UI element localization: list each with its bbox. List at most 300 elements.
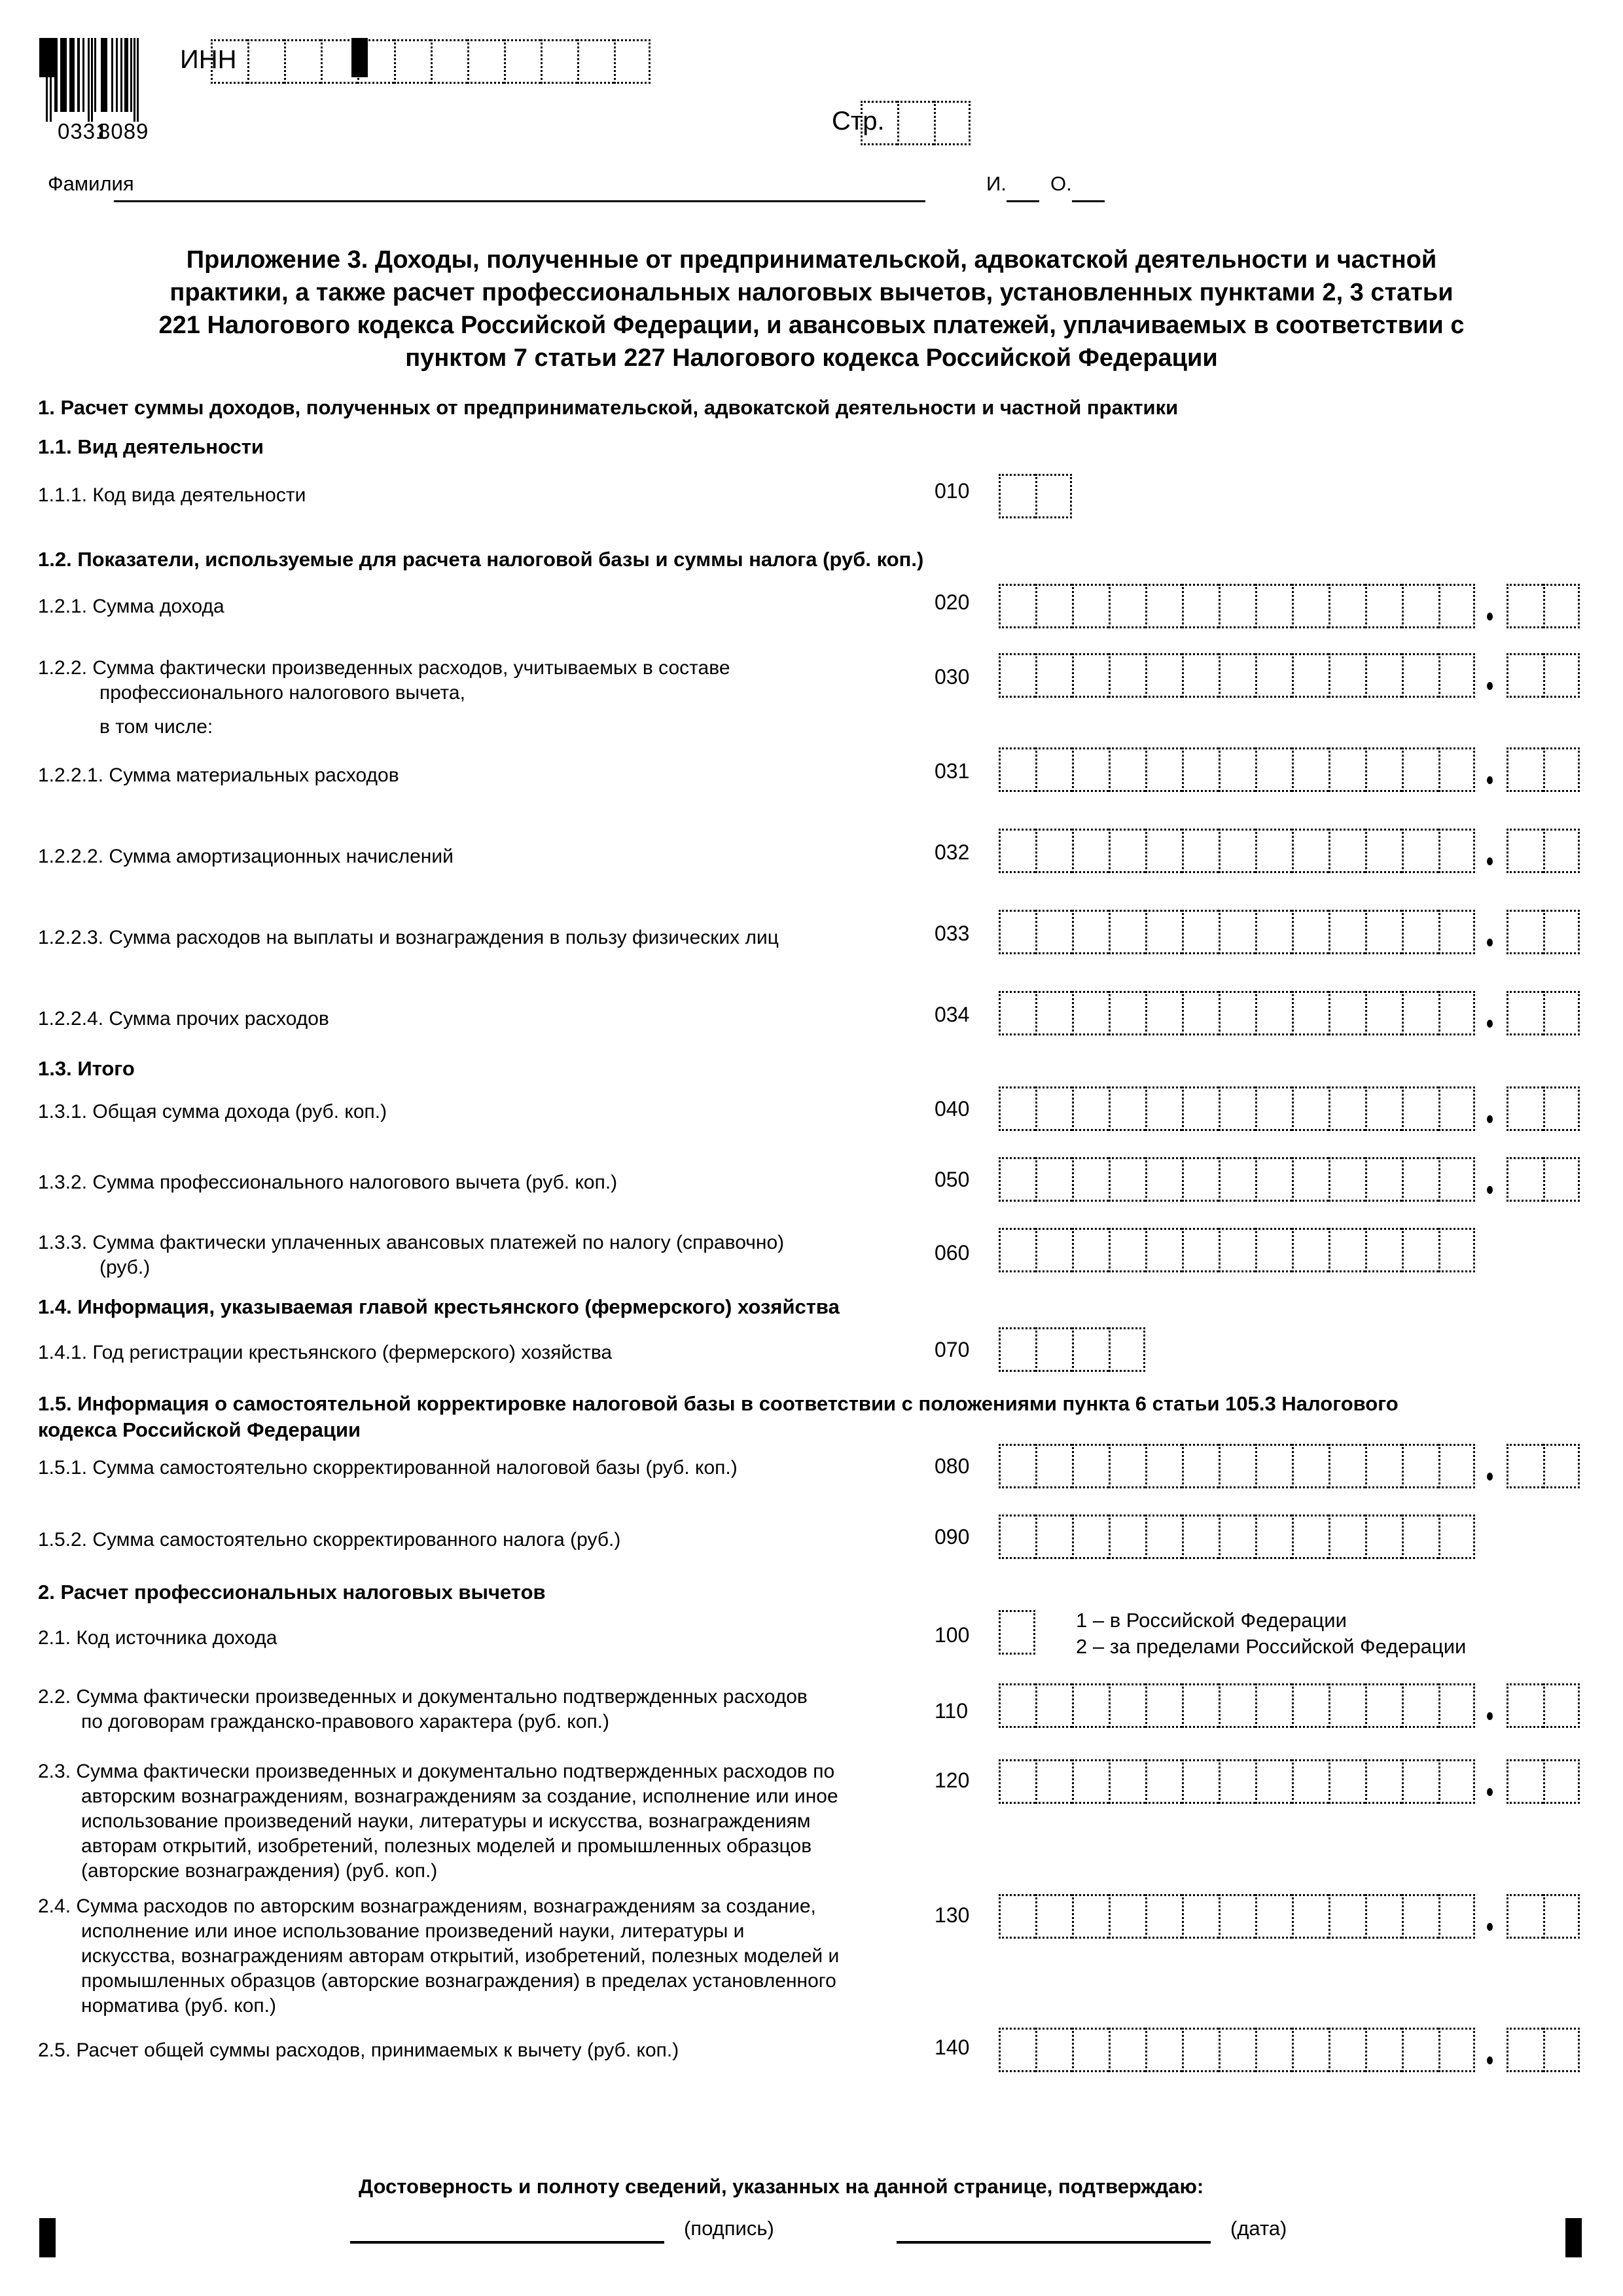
input-cell[interactable] [1329,584,1365,628]
input-cell[interactable] [1255,1759,1292,1804]
input-cell[interactable] [1292,1086,1329,1131]
input-cell[interactable] [1402,991,1438,1035]
input-cell[interactable] [1072,747,1109,792]
input-cell[interactable] [1543,584,1580,628]
input-cell[interactable] [1507,1683,1543,1728]
input-cell[interactable] [1543,1086,1580,1131]
input-cell[interactable] [1145,1759,1182,1804]
input-cell[interactable] [1402,747,1438,792]
line-code-040: 040 [935,1097,970,1121]
input-cell[interactable] [1402,1157,1438,1202]
field-060-rubles[interactable] [999,1228,1475,1272]
input-cell[interactable] [1255,1515,1292,1559]
field-110-rubles[interactable] [999,1683,1475,1728]
input-cell[interactable] [1507,829,1543,873]
source-option-1: 1 – в Российской Федерации [1076,1609,1347,1632]
input-cell[interactable] [1182,1086,1219,1131]
input-cell[interactable] [1109,991,1145,1035]
input-cell[interactable] [1438,1444,1475,1488]
field-120-kopecks[interactable] [1507,1759,1580,1804]
input-cell[interactable] [1072,829,1109,873]
field-140-rubles[interactable] [999,2028,1475,2072]
input-cell[interactable] [1543,1444,1580,1488]
input-cell[interactable] [1507,1157,1543,1202]
input-cell[interactable] [1035,747,1072,792]
input-cell[interactable] [1255,747,1292,792]
field-040-kopecks[interactable] [1507,1086,1580,1131]
input-cell[interactable] [1109,1759,1145,1804]
input-cell[interactable] [504,39,541,84]
input-cell[interactable] [999,1759,1035,1804]
input-cell[interactable] [1438,584,1475,628]
input-cell[interactable] [897,101,934,145]
input-cell[interactable] [1329,1228,1365,1272]
input-cell[interactable] [1292,910,1329,954]
input-cell[interactable] [1365,1157,1402,1202]
input-cell[interactable] [1329,747,1365,792]
field-130-kopecks[interactable] [1507,1894,1580,1939]
input-cell[interactable] [1035,1086,1072,1131]
decimal-point-icon [1487,857,1493,865]
field-034-kopecks[interactable] [1507,991,1580,1035]
input-cell[interactable] [1543,2028,1580,2072]
input-cell[interactable] [1507,584,1543,628]
input-cell[interactable] [1292,584,1329,628]
item-2-1-label: 2.1. Код источника дохода [38,1627,277,1649]
field-034-rubles[interactable] [999,991,1475,1035]
input-cell[interactable] [1402,1228,1438,1272]
input-cell[interactable] [999,1610,1035,1655]
input-cell[interactable] [1072,1515,1109,1559]
input-cell[interactable] [1255,1444,1292,1488]
input-cell[interactable] [999,474,1035,518]
input-cell[interactable] [247,39,284,84]
input-cell[interactable] [1035,1327,1072,1372]
input-cell[interactable] [1072,1327,1109,1372]
input-cell[interactable] [1543,747,1580,792]
input-cell[interactable] [1365,584,1402,628]
field-033-rubles[interactable] [999,910,1475,954]
input-cell[interactable] [1182,1894,1219,1939]
input-cell[interactable] [1035,910,1072,954]
input-cell[interactable] [1145,829,1182,873]
field-031-rubles[interactable] [999,747,1475,792]
input-cell[interactable] [1145,1086,1182,1131]
input-cell[interactable] [1182,584,1219,628]
field-090-rubles[interactable] [999,1515,1475,1559]
input-cell[interactable] [1543,1683,1580,1728]
input-cell[interactable] [1255,1086,1292,1131]
item-1-3-1-label: 1.3.1. Общая сумма дохода (руб. коп.) [38,1101,387,1122]
input-cell[interactable] [1219,1444,1255,1488]
input-cell[interactable] [1402,1444,1438,1488]
input-cell[interactable] [999,1683,1035,1728]
input-cell[interactable] [1329,1086,1365,1131]
input-cell[interactable] [1145,910,1182,954]
field-010[interactable] [999,474,1072,518]
field-080-kopecks[interactable] [1507,1444,1580,1488]
input-cell[interactable] [1329,1759,1365,1804]
input-cell[interactable] [1182,1683,1219,1728]
input-cell[interactable] [1182,910,1219,954]
input-cell[interactable] [1292,829,1329,873]
input-cell[interactable] [1329,910,1365,954]
input-cell[interactable] [1072,584,1109,628]
field-140-kopecks[interactable] [1507,2028,1580,2072]
input-cell[interactable] [999,1327,1035,1372]
input-cell[interactable] [211,39,247,84]
field-032-kopecks[interactable] [1507,829,1580,873]
input-cell[interactable] [1292,747,1329,792]
input-cell[interactable] [1219,1894,1255,1939]
input-cell[interactable] [1255,653,1292,698]
input-cell[interactable] [1182,991,1219,1035]
input-cell[interactable] [1329,653,1365,698]
input-cell[interactable] [1035,1157,1072,1202]
input-cell[interactable] [1182,2028,1219,2072]
item-1-2-2-4-label: 1.2.2.4. Сумма прочих расходов [38,1008,329,1030]
input-cell[interactable] [1035,1759,1072,1804]
input-cell[interactable] [1365,1894,1402,1939]
decimal-point-icon [1487,2056,1493,2064]
input-cell[interactable] [1292,653,1329,698]
input-cell[interactable] [1329,1683,1365,1728]
input-cell[interactable] [1035,1683,1072,1728]
input-cell[interactable] [1292,1228,1329,1272]
input-cell[interactable] [1507,2028,1543,2072]
input-cell[interactable] [1182,653,1219,698]
input-cell[interactable] [999,1157,1035,1202]
input-cell[interactable] [1072,1759,1109,1804]
input-cell[interactable] [1109,1086,1145,1131]
input-cell[interactable] [1292,1894,1329,1939]
input-cell[interactable] [1507,1444,1543,1488]
input-cell[interactable] [1255,1228,1292,1272]
input-cell[interactable] [1109,584,1145,628]
input-cell[interactable] [1438,991,1475,1035]
input-cell[interactable] [1329,1894,1365,1939]
decimal-point-icon [1487,1186,1493,1194]
input-cell[interactable] [1145,991,1182,1035]
input-cell[interactable] [1255,584,1292,628]
input-cell[interactable] [1543,1894,1580,1939]
input-cell[interactable] [1219,1086,1255,1131]
input-cell[interactable] [1035,2028,1072,2072]
input-cell[interactable] [1145,1228,1182,1272]
input-cell[interactable] [1219,1228,1255,1272]
field-050-kopecks[interactable] [1507,1157,1580,1202]
line-code-100: 100 [935,1623,970,1647]
input-cell[interactable] [1072,910,1109,954]
surname-input-line[interactable] [114,200,925,202]
input-cell[interactable] [1438,2028,1475,2072]
barcode-icon [110,38,134,122]
input-cell[interactable] [1402,1683,1438,1728]
input-cell[interactable] [999,1515,1035,1559]
input-cell[interactable] [1329,991,1365,1035]
input-cell[interactable] [1145,653,1182,698]
input-cell[interactable] [1182,1444,1219,1488]
inn-field[interactable] [211,39,651,84]
input-cell[interactable] [1292,1157,1329,1202]
input-cell[interactable] [1365,1515,1402,1559]
input-cell[interactable] [1072,991,1109,1035]
input-cell[interactable] [1365,747,1402,792]
field-020-rubles[interactable] [999,584,1475,628]
input-cell[interactable] [1365,653,1402,698]
input-cell[interactable] [1219,1759,1255,1804]
input-cell[interactable] [1255,910,1292,954]
input-cell[interactable] [1292,1759,1329,1804]
input-cell[interactable] [321,39,357,84]
input-cell[interactable] [1507,1759,1543,1804]
input-cell[interactable] [1438,1086,1475,1131]
input-cell[interactable] [1402,1759,1438,1804]
input-cell[interactable] [1365,1683,1402,1728]
input-cell[interactable] [1072,2028,1109,2072]
field-032-rubles[interactable] [999,829,1475,873]
input-cell[interactable] [1145,1683,1182,1728]
input-cell[interactable] [1219,829,1255,873]
input-cell[interactable] [1035,1228,1072,1272]
input-cell[interactable] [1072,653,1109,698]
input-cell[interactable] [1255,1683,1292,1728]
input-cell[interactable] [1182,747,1219,792]
item-1-3-3-text: 1.3.3. Сумма фактически уплаченных авансовых платежей по налогу (справочно) [38,1232,785,1253]
input-cell[interactable] [577,39,614,84]
input-cell[interactable] [1109,1683,1145,1728]
input-cell[interactable] [999,584,1035,628]
input-cell[interactable] [1543,1759,1580,1804]
field-030-kopecks[interactable] [1507,653,1580,698]
input-cell[interactable] [1543,829,1580,873]
input-cell[interactable] [1072,1894,1109,1939]
input-cell[interactable] [1365,1444,1402,1488]
field-020-kopecks[interactable] [1507,584,1580,628]
input-cell[interactable] [1543,653,1580,698]
input-cell[interactable] [1365,910,1402,954]
input-cell[interactable] [1365,829,1402,873]
input-cell[interactable] [1507,1086,1543,1131]
input-cell[interactable] [1255,1157,1292,1202]
input-cell[interactable] [1365,1759,1402,1804]
input-cell[interactable] [1182,1759,1219,1804]
input-cell[interactable] [1438,1894,1475,1939]
input-cell[interactable] [1109,2028,1145,2072]
input-cell[interactable] [357,39,394,84]
input-cell[interactable] [1507,910,1543,954]
field-033-kopecks[interactable] [1507,910,1580,954]
input-cell[interactable] [934,101,971,145]
input-cell[interactable] [1255,991,1292,1035]
input-cell[interactable] [1438,910,1475,954]
field-120-rubles[interactable] [999,1759,1475,1804]
input-cell[interactable] [1109,1515,1145,1559]
input-cell[interactable] [1438,1157,1475,1202]
input-cell[interactable] [1182,829,1219,873]
input-cell[interactable] [1329,1157,1365,1202]
input-cell[interactable] [1145,2028,1182,2072]
input-cell[interactable] [1219,1157,1255,1202]
input-cell[interactable] [1219,1515,1255,1559]
input-cell[interactable] [1035,991,1072,1035]
input-cell[interactable] [1438,829,1475,873]
input-cell[interactable] [431,39,467,84]
input-cell[interactable] [1145,1444,1182,1488]
input-cell[interactable] [1438,653,1475,698]
input-cell[interactable] [999,2028,1035,2072]
input-cell[interactable] [1402,910,1438,954]
section-1-5-heading-line2: кодекса Российской Федерации [38,1418,361,1441]
input-cell[interactable] [999,747,1035,792]
input-cell[interactable] [999,910,1035,954]
input-cell[interactable] [999,1086,1035,1131]
input-cell[interactable] [1182,1157,1219,1202]
input-cell[interactable] [999,653,1035,698]
input-cell[interactable] [1035,653,1072,698]
input-cell[interactable] [1365,1086,1402,1131]
input-cell[interactable] [1292,991,1329,1035]
input-cell[interactable] [1402,1894,1438,1939]
input-cell[interactable] [1109,1157,1145,1202]
input-cell[interactable] [1219,1683,1255,1728]
input-cell[interactable] [1109,1228,1145,1272]
input-cell[interactable] [1292,2028,1329,2072]
input-cell[interactable] [999,829,1035,873]
patronymic-initial-input-line[interactable] [1072,200,1105,202]
field-080-rubles[interactable] [999,1444,1475,1488]
decimal-point-icon [1487,1923,1493,1931]
input-cell[interactable] [861,101,897,145]
input-cell[interactable] [1109,1327,1145,1372]
input-cell[interactable] [1219,653,1255,698]
field-031-kopecks[interactable] [1507,747,1580,792]
input-cell[interactable] [1182,1228,1219,1272]
input-cell[interactable] [614,39,651,84]
input-cell[interactable] [999,1228,1035,1272]
input-cell[interactable] [541,39,577,84]
input-cell[interactable] [1035,1515,1072,1559]
line-code-060: 060 [935,1241,970,1265]
input-cell[interactable] [999,1894,1035,1939]
input-cell[interactable] [1109,747,1145,792]
input-cell[interactable] [1072,1444,1109,1488]
input-cell[interactable] [1109,829,1145,873]
input-cell[interactable] [1035,474,1072,518]
input-cell[interactable] [999,1444,1035,1488]
registration-mark-bottom-left [39,2218,56,2257]
input-cell[interactable] [1438,1515,1475,1559]
input-cell[interactable] [1402,584,1438,628]
input-cell[interactable] [1329,2028,1365,2072]
line-code-020: 020 [935,590,970,614]
input-cell[interactable] [1402,653,1438,698]
input-cell[interactable] [1329,1515,1365,1559]
input-cell[interactable] [1072,1228,1109,1272]
input-cell[interactable] [1109,653,1145,698]
input-cell[interactable] [1109,1894,1145,1939]
input-cell[interactable] [1145,1515,1182,1559]
name-initial-input-line[interactable] [1007,200,1039,202]
input-cell[interactable] [1219,584,1255,628]
input-cell[interactable] [1145,1894,1182,1939]
input-cell[interactable] [1109,910,1145,954]
input-cell[interactable] [1219,991,1255,1035]
input-cell[interactable] [1219,910,1255,954]
field-040-rubles[interactable] [999,1086,1475,1131]
input-cell[interactable] [1365,1228,1402,1272]
input-cell[interactable] [284,39,321,84]
input-cell[interactable] [1543,991,1580,1035]
input-cell[interactable] [1035,584,1072,628]
input-cell[interactable] [1402,829,1438,873]
decimal-point-icon [1487,1788,1493,1796]
input-cell[interactable] [1438,747,1475,792]
input-cell[interactable] [1438,1683,1475,1728]
input-cell[interactable] [1072,1157,1109,1202]
input-cell[interactable] [1365,991,1402,1035]
field-130-rubles[interactable] [999,1894,1475,1939]
input-cell[interactable] [1543,910,1580,954]
input-cell[interactable] [1292,1444,1329,1488]
input-cell[interactable] [1402,1515,1438,1559]
date-input-line[interactable] [897,2241,1211,2244]
signature-input-line[interactable] [350,2241,664,2244]
input-cell[interactable] [1145,747,1182,792]
input-cell[interactable] [1507,747,1543,792]
input-cell[interactable] [1219,747,1255,792]
input-cell[interactable] [999,991,1035,1035]
item-2-2-label [38,1685,808,1734]
input-cell[interactable] [1072,1086,1109,1131]
input-cell[interactable] [1255,829,1292,873]
input-cell[interactable] [1543,1157,1580,1202]
input-cell[interactable] [1255,2028,1292,2072]
input-cell[interactable] [1329,1444,1365,1488]
input-cell[interactable] [1145,1157,1182,1202]
field-030-rubles[interactable] [999,653,1475,698]
field-050-rubles[interactable] [999,1157,1475,1202]
input-cell[interactable] [1219,2028,1255,2072]
input-cell[interactable] [1182,1515,1219,1559]
input-cell[interactable] [1507,1894,1543,1939]
input-cell[interactable] [1035,1894,1072,1939]
input-cell[interactable] [1109,1444,1145,1488]
input-cell[interactable] [1507,991,1543,1035]
input-cell[interactable] [1072,1683,1109,1728]
input-cell[interactable] [1329,829,1365,873]
input-cell[interactable] [1292,1683,1329,1728]
field-070[interactable] [999,1327,1145,1372]
input-cell[interactable] [394,39,431,84]
input-cell[interactable] [1507,653,1543,698]
section-1-heading: 1. Расчет суммы доходов, полученных от предпринимательской, адвокатской деятельности и частной практики [38,396,1179,419]
input-cell[interactable] [1365,2028,1402,2072]
input-cell[interactable] [1035,829,1072,873]
input-cell[interactable] [1145,584,1182,628]
input-cell[interactable] [1402,2028,1438,2072]
input-cell[interactable] [1035,1444,1072,1488]
field-100[interactable] [999,1610,1035,1655]
input-cell[interactable] [1255,1894,1292,1939]
input-cell[interactable] [467,39,504,84]
field-110-kopecks[interactable] [1507,1683,1580,1728]
page-number-field[interactable] [861,101,971,145]
input-cell[interactable] [1438,1759,1475,1804]
input-cell[interactable] [1438,1228,1475,1272]
input-cell[interactable] [1402,1086,1438,1131]
input-cell[interactable] [1292,1515,1329,1559]
